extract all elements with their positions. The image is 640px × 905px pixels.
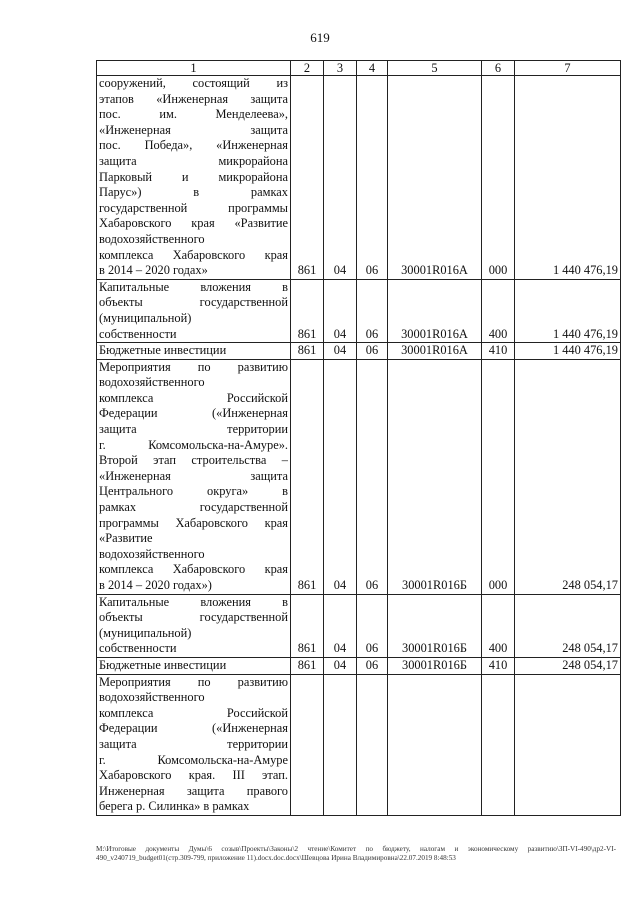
subsection-code-cell: 06 bbox=[357, 657, 388, 674]
row-name-line: Центрального округа» в bbox=[99, 484, 288, 499]
subsection-code-cell: 06 bbox=[357, 279, 388, 342]
row-name-line: комплекса Хабаровского края bbox=[99, 247, 288, 262]
admin-code-cell: 861 bbox=[291, 359, 324, 594]
row-name-line: «Инженерная защита bbox=[99, 468, 288, 483]
admin-code-cell: 861 bbox=[291, 657, 324, 674]
amount-cell: 1 440 476,19 bbox=[515, 343, 621, 360]
row-name-line: водохозяйственного bbox=[99, 231, 205, 246]
row-name-line: (муниципальной) bbox=[99, 310, 192, 325]
row-name-line: г. Комсомольска-на-Амуре bbox=[99, 752, 288, 767]
expense-type-cell: 410 bbox=[482, 657, 515, 674]
row-name-line: Хабаровского края «Развитие bbox=[99, 216, 288, 231]
header-cell: 7 bbox=[515, 61, 621, 76]
row-name-line: комплекса Российской bbox=[99, 705, 288, 720]
row-name-line: Хабаровского края. III этап. bbox=[99, 768, 288, 783]
table-row bbox=[97, 343, 621, 360]
footer-line: 490_v240719_budget01(стр.309-799, приложение 11).docx.doc.docx\Шевцова Ирина Владимировна\22.07.2019 8:48:53 bbox=[96, 854, 456, 862]
row-name-line: пос. Победа», «Инженерная bbox=[99, 138, 288, 153]
row-name-line: рамках государственной bbox=[99, 500, 288, 515]
target-article-cell: 30001R016Б bbox=[388, 594, 482, 657]
row-name-line: Федерации («Инженерная bbox=[99, 406, 288, 421]
row-name-line: программы Хабаровского края bbox=[99, 515, 288, 530]
expense-type-cell bbox=[482, 674, 515, 815]
section-code-cell: 04 bbox=[324, 279, 357, 342]
subsection-code-cell bbox=[357, 674, 388, 815]
admin-code-cell bbox=[291, 674, 324, 815]
row-name-cell bbox=[97, 359, 291, 594]
section-code-cell: 04 bbox=[324, 359, 357, 594]
table-header-row bbox=[97, 61, 621, 76]
row-name-line: водохозяйственного bbox=[99, 375, 205, 390]
row-name-line: собственности bbox=[99, 326, 177, 341]
row-name-line: Мероприятия по развитию bbox=[99, 359, 288, 374]
amount-cell bbox=[515, 674, 621, 815]
section-code-cell: 04 bbox=[324, 76, 357, 280]
subsection-code-cell: 06 bbox=[357, 594, 388, 657]
admin-code-cell: 861 bbox=[291, 343, 324, 360]
header-cell: 1 bbox=[97, 61, 291, 76]
expense-type-cell: 000 bbox=[482, 76, 515, 280]
section-code-cell: 04 bbox=[324, 657, 357, 674]
amount-cell: 1 440 476,19 bbox=[515, 76, 621, 280]
target-article-cell bbox=[388, 674, 482, 815]
row-name-line: берега р. Силинка» в рамках bbox=[99, 799, 250, 814]
row-name-line: Капитальные вложения в bbox=[99, 279, 288, 294]
row-name-line: комплекса Хабаровского края bbox=[99, 562, 288, 577]
table-row bbox=[97, 674, 621, 815]
section-code-cell bbox=[324, 674, 357, 815]
section-code-cell: 04 bbox=[324, 343, 357, 360]
row-name-cell bbox=[97, 343, 291, 360]
table-row bbox=[97, 657, 621, 674]
expense-type-cell: 400 bbox=[482, 279, 515, 342]
target-article-cell: 30001R016Б bbox=[388, 359, 482, 594]
row-name-line: этапов «Инженерная защита bbox=[99, 91, 288, 106]
expense-type-cell: 410 bbox=[482, 343, 515, 360]
subsection-code-cell: 06 bbox=[357, 343, 388, 360]
row-name-line: Капитальные вложения в bbox=[99, 594, 288, 609]
row-name-cell bbox=[97, 674, 291, 815]
table-row bbox=[97, 76, 621, 280]
row-name-line: водохозяйственного bbox=[99, 546, 205, 561]
table-row bbox=[97, 359, 621, 594]
row-name-line: комплекса Российской bbox=[99, 390, 288, 405]
amount-cell: 248 054,17 bbox=[515, 359, 621, 594]
admin-code-cell: 861 bbox=[291, 279, 324, 342]
target-article-cell: 30001R016А bbox=[388, 76, 482, 280]
row-name-line: сооружений, состоящий из bbox=[99, 76, 288, 90]
row-name-line: государственной программы bbox=[99, 200, 288, 215]
row-name-line: (муниципальной) bbox=[99, 625, 192, 640]
admin-code-cell: 861 bbox=[291, 594, 324, 657]
header-cell: 6 bbox=[482, 61, 515, 76]
budget-table bbox=[96, 60, 621, 816]
header-cell: 4 bbox=[357, 61, 388, 76]
row-name-line: Федерации («Инженерная bbox=[99, 721, 288, 736]
row-name-line: собственности bbox=[99, 641, 177, 656]
row-name-cell bbox=[97, 657, 291, 674]
row-name-line: Бюджетные инвестиции bbox=[99, 657, 227, 672]
admin-code-cell: 861 bbox=[291, 76, 324, 280]
row-name-line: защита территории bbox=[99, 422, 288, 437]
footer-line: М:\Итоговые документы Думы\6 созыв\Проекты\Законы\2 чтение\Комитет по бюджету, налогам и экономическому развитию\ЗП-VI-490\др2-VI- bbox=[96, 845, 616, 853]
row-name-cell bbox=[97, 279, 291, 342]
expense-type-cell: 000 bbox=[482, 359, 515, 594]
header-cell: 5 bbox=[388, 61, 482, 76]
row-name-line: пос. им. Менделеева», bbox=[99, 107, 288, 122]
row-name-cell bbox=[97, 594, 291, 657]
row-name-line: водохозяйственного bbox=[99, 690, 205, 705]
row-name-line: защита территории bbox=[99, 736, 288, 751]
row-name-line: Бюджетные инвестиции bbox=[99, 343, 227, 358]
amount-cell: 248 054,17 bbox=[515, 594, 621, 657]
table-row bbox=[97, 594, 621, 657]
subsection-code-cell: 06 bbox=[357, 76, 388, 280]
row-name-line: г. Комсомольска-на-Амуре». bbox=[99, 437, 288, 452]
file-path-footer bbox=[96, 845, 616, 863]
row-name-line: в 2014 – 2020 годах» bbox=[99, 263, 208, 278]
row-name-line: Парковый и микрорайона bbox=[99, 169, 288, 184]
row-name-line: Инженерная защита правого bbox=[99, 783, 288, 798]
subsection-code-cell: 06 bbox=[357, 359, 388, 594]
table-row bbox=[97, 279, 621, 342]
row-name-line: Второй этап строительства – bbox=[99, 453, 288, 468]
row-name-line: объекты государственной bbox=[99, 610, 288, 625]
target-article-cell: 30001R016А bbox=[388, 343, 482, 360]
amount-cell: 1 440 476,19 bbox=[515, 279, 621, 342]
row-name-line: Парус») в рамках bbox=[99, 185, 288, 200]
row-name-line: «Развитие bbox=[99, 531, 153, 546]
row-name-cell bbox=[97, 76, 291, 280]
row-name-line: Мероприятия по развитию bbox=[99, 674, 288, 689]
page-number: 619 bbox=[310, 30, 330, 45]
target-article-cell: 30001R016Б bbox=[388, 657, 482, 674]
row-name-line: защита микрорайона bbox=[99, 153, 288, 168]
header-cell: 3 bbox=[324, 61, 357, 76]
header-cell: 2 bbox=[291, 61, 324, 76]
row-name-line: в 2014 – 2020 годах») bbox=[99, 578, 212, 592]
target-article-cell: 30001R016А bbox=[388, 279, 482, 342]
row-name-line: объекты государственной bbox=[99, 295, 288, 310]
section-code-cell: 04 bbox=[324, 594, 357, 657]
row-name-line: «Инженерная защита bbox=[99, 122, 288, 137]
amount-cell: 248 054,17 bbox=[515, 657, 621, 674]
expense-type-cell: 400 bbox=[482, 594, 515, 657]
